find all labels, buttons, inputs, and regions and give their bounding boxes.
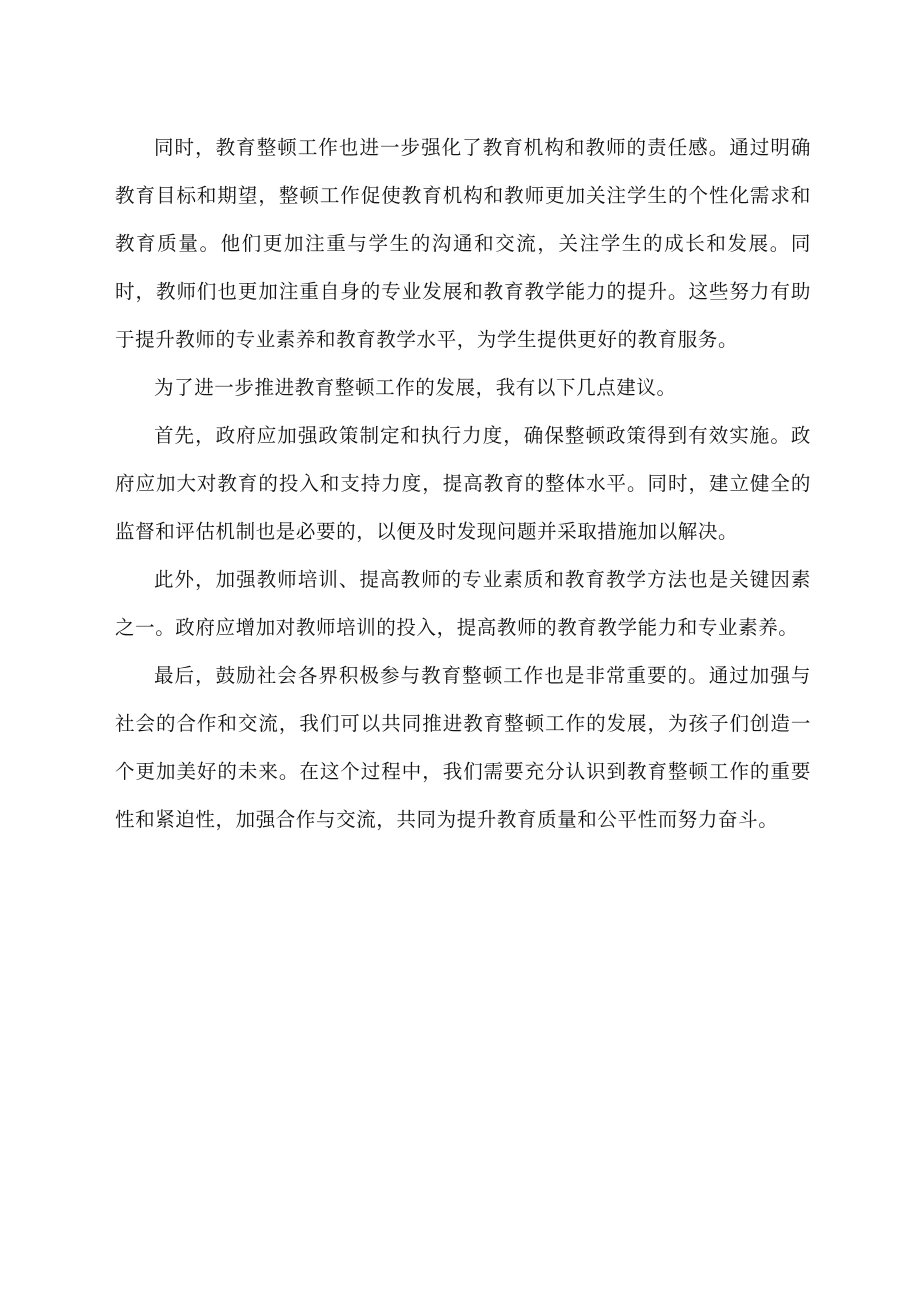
paragraph-1: 同时，教育整顿工作也进一步强化了教育机构和教师的责任感。通过明确教育目标和期望，整顿工作促使教育机构和教师更加关注学生的个性化需求和教育质量。他们更加注重与学生的沟通和交流，关注学生的成长和发展。同时，教师们也更加注重自身的专业发展和教育教学能力的提升。这些努力有助于提升教师的专业素养和教育教学水平，为学生提供更好的教育服务。 [115, 136, 811, 351]
paragraph-3: 首先，政府应加强政策制定和执行力度，确保整顿政策得到有效实施。政府应加大对教育的投入和支持力度，提高教育的整体水平。同时，建立健全的监督和评估机制也是必要的，以便及时发现问题并采取措施加以解决。 [115, 424, 811, 543]
paragraph-2: 为了进一步推进教育整顿工作的发展，我有以下几点建议。 [154, 376, 677, 399]
document-body [115, 124, 811, 844]
paragraph-5: 最后，鼓励社会各界积极参与教育整顿工作也是非常重要的。通过加强与社会的合作和交流，我们可以共同推进教育整顿工作的发展，为孩子们创造一个更加美好的未来。在这个过程中，我们需要充分认识到教育整顿工作的重要性和紧迫性，加强合作与交流，共同为提升教育质量和公平性而努力奋斗。 [115, 664, 811, 831]
paragraph-4: 此外，加强教师培训、提高教师的专业素质和教育教学方法也是关键因素之一。政府应增加对教师培训的投入，提高教师的教育教学能力和专业素养。 [115, 568, 811, 639]
